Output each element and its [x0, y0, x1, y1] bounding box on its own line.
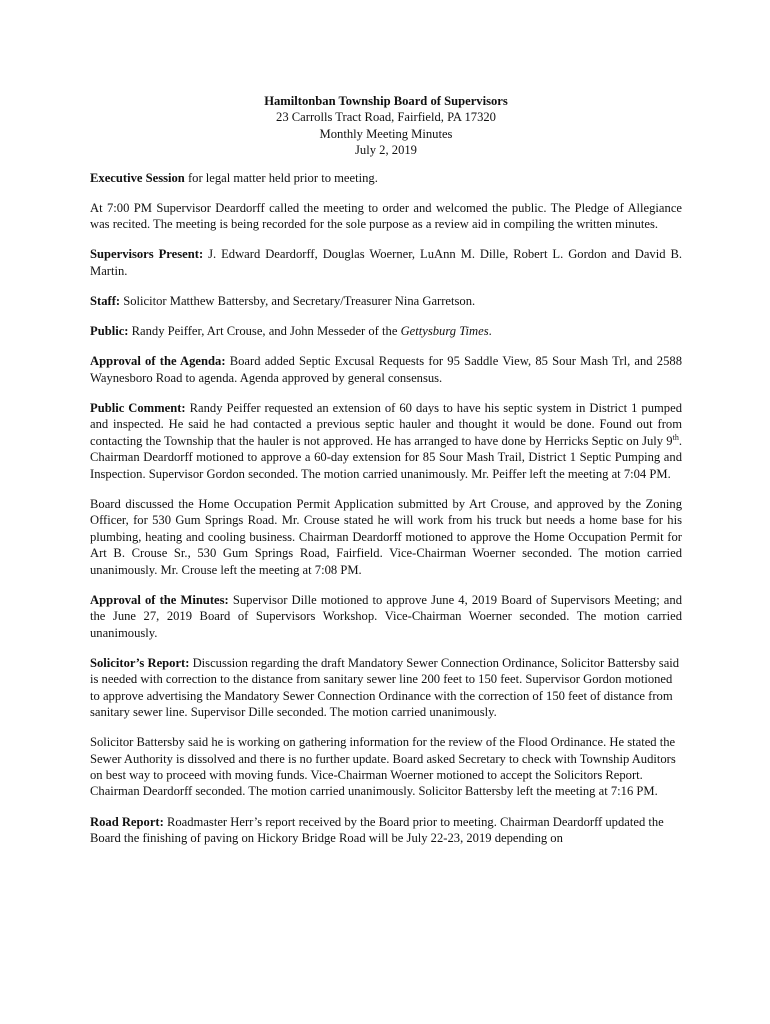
- solicitor-report-paragraph: [90, 655, 682, 721]
- flood-ordinance-paragraph: [90, 734, 682, 800]
- supervisors-present-label: Supervisors Present:: [90, 247, 204, 262]
- road-report-label: Road Report:: [90, 814, 164, 829]
- ordinal-suffix: th: [672, 432, 679, 442]
- address: 23 Carrolls Tract Road, Fairfield, PA 17320: [276, 110, 496, 125]
- public-text: Randy Peiffer, Art Crouse, and John Messeder of the: [128, 324, 401, 339]
- document-type: Monthly Meeting Minutes: [319, 126, 453, 141]
- document-header: [90, 93, 682, 159]
- executive-session-paragraph: [90, 170, 682, 186]
- supervisors-present-paragraph: [90, 246, 682, 279]
- newspaper-name: Gettysburg Times: [400, 324, 489, 339]
- agenda-text: Board added Septic Excusal Requests for 95 Saddle View, 85 Sour Mash Trl, and 2588 Waynesboro Road to agenda. Agenda approved by general consensus.: [90, 354, 682, 385]
- meeting-date: July 2, 2019: [355, 143, 417, 158]
- public-comment-paragraph: [90, 400, 682, 482]
- staff-paragraph: [90, 293, 682, 309]
- minutes-page: [90, 93, 682, 860]
- staff-text: Solicitor Matthew Battersby, and Secretary/Treasurer Nina Garretson.: [120, 294, 476, 309]
- agenda-label: Approval of the Agenda:: [90, 354, 226, 369]
- public-end: .: [488, 324, 492, 339]
- minutes-approval-paragraph: [90, 592, 682, 641]
- public-comment-text-1: Randy Peiffer requested an extension of 60 days to have his septic system in District 1 pumped and inspected. He said he had contacted a previous septic hauler and thought it would be done. Found out from contacting the Township that the hauler is not approved. He has arranged to have done by Herricks Septic on July 9: [90, 401, 682, 448]
- agenda-paragraph: [90, 353, 682, 386]
- solicitor-report-text: Discussion regarding the draft Mandatory Sewer Connection Ordinance, Solicitor Battersby said is needed with correction to the distance from sanitary sewer line 200 feet to 150 feet. Supervisor Gordon motioned to approve advertising the Mandatory Sewer Connection Ordinance with the correction of 150 feet of distance from sanitary sewer line. Supervisor Dille seconded. The motion carried unanimously.: [90, 655, 680, 719]
- road-report-text: Roadmaster Herr’s report received by the Board prior to meeting. Chairman Deardorff updated the Board the finishing of paving on Hickory Bridge Road will be July 22-23, 2019 depending on: [90, 814, 664, 845]
- home-occupation-paragraph: [90, 496, 682, 578]
- minutes-approval-label: Approval of the Minutes:: [90, 592, 229, 607]
- public-comment-label: Public Comment:: [90, 401, 186, 416]
- public-comment-text-2: . Chairman Deardorff motioned to approve a 60-day extension for 85 Sour Mash Trail, District 1 Septic Pumping and Inspection. Supervisor Gordon seconded. The motion carried unanimously. Mr. Peiffer left the meeting at 7:04 PM.: [90, 433, 682, 481]
- page-title: Hamiltonban Township Board of Supervisors: [264, 94, 508, 108]
- minutes-approval-text: Supervisor Dille motioned to approve June 4, 2019 Board of Supervisors Meeting; and the June 27, 2019 Board of Supervisors Workshop. Vice-Chairman Woerner seconded. The motion carried unanimously.: [90, 592, 682, 640]
- supervisors-present-text: J. Edward Deardorff, Douglas Woerner, LuAnn M. Dille, Robert L. Gordon and David B. Martin.: [90, 247, 682, 278]
- staff-label: Staff:: [90, 294, 121, 309]
- home-occupation-text: Board discussed the Home Occupation Permit Application submitted by Art Crouse, and approved by the Zoning Officer, for 530 Gum Springs Road. Mr. Crouse stated he will work from his truck but needs a home base for his plumbing, heating and cooling business. Chairman Deardorff motioned to approve the Home Occupation Permit for Art B. Crouse Sr., 530 Gum Springs Road, Fairfield. Vice-Chairman Woerner seconded. The motion carried unanimously. Mr. Crouse left the meeting at 7:08 PM.: [90, 496, 682, 577]
- flood-ordinance-text: Solicitor Battersby said he is working on gathering information for the review of the Flood Ordinance. He stated the Sewer Authority is dissolved and there is no further update. Board asked Secretary to check with Township Auditors on best way to proceed with moving funds. Vice-Chairman Woerner motioned to accept the Solicitors Report. Chairman Deardorff seconded. The motion carried unanimously. Solicitor Battersby left the meeting at 7:16 PM.: [90, 735, 676, 799]
- public-paragraph: [90, 323, 682, 339]
- call-to-order-text: At 7:00 PM Supervisor Deardorff called the meeting to order and welcomed the public. The Pledge of Allegiance was recited. The meeting is being recorded for the sole purpose as a review aid in compiling the written minutes.: [90, 200, 682, 232]
- road-report-paragraph: [90, 814, 682, 847]
- solicitor-report-label: Solicitor’s Report:: [90, 655, 190, 670]
- executive-session-label: Executive Session: [90, 170, 185, 185]
- call-to-order-paragraph: [90, 200, 682, 233]
- public-label: Public:: [90, 324, 129, 339]
- executive-session-text: for legal matter held prior to meeting.: [184, 170, 378, 185]
